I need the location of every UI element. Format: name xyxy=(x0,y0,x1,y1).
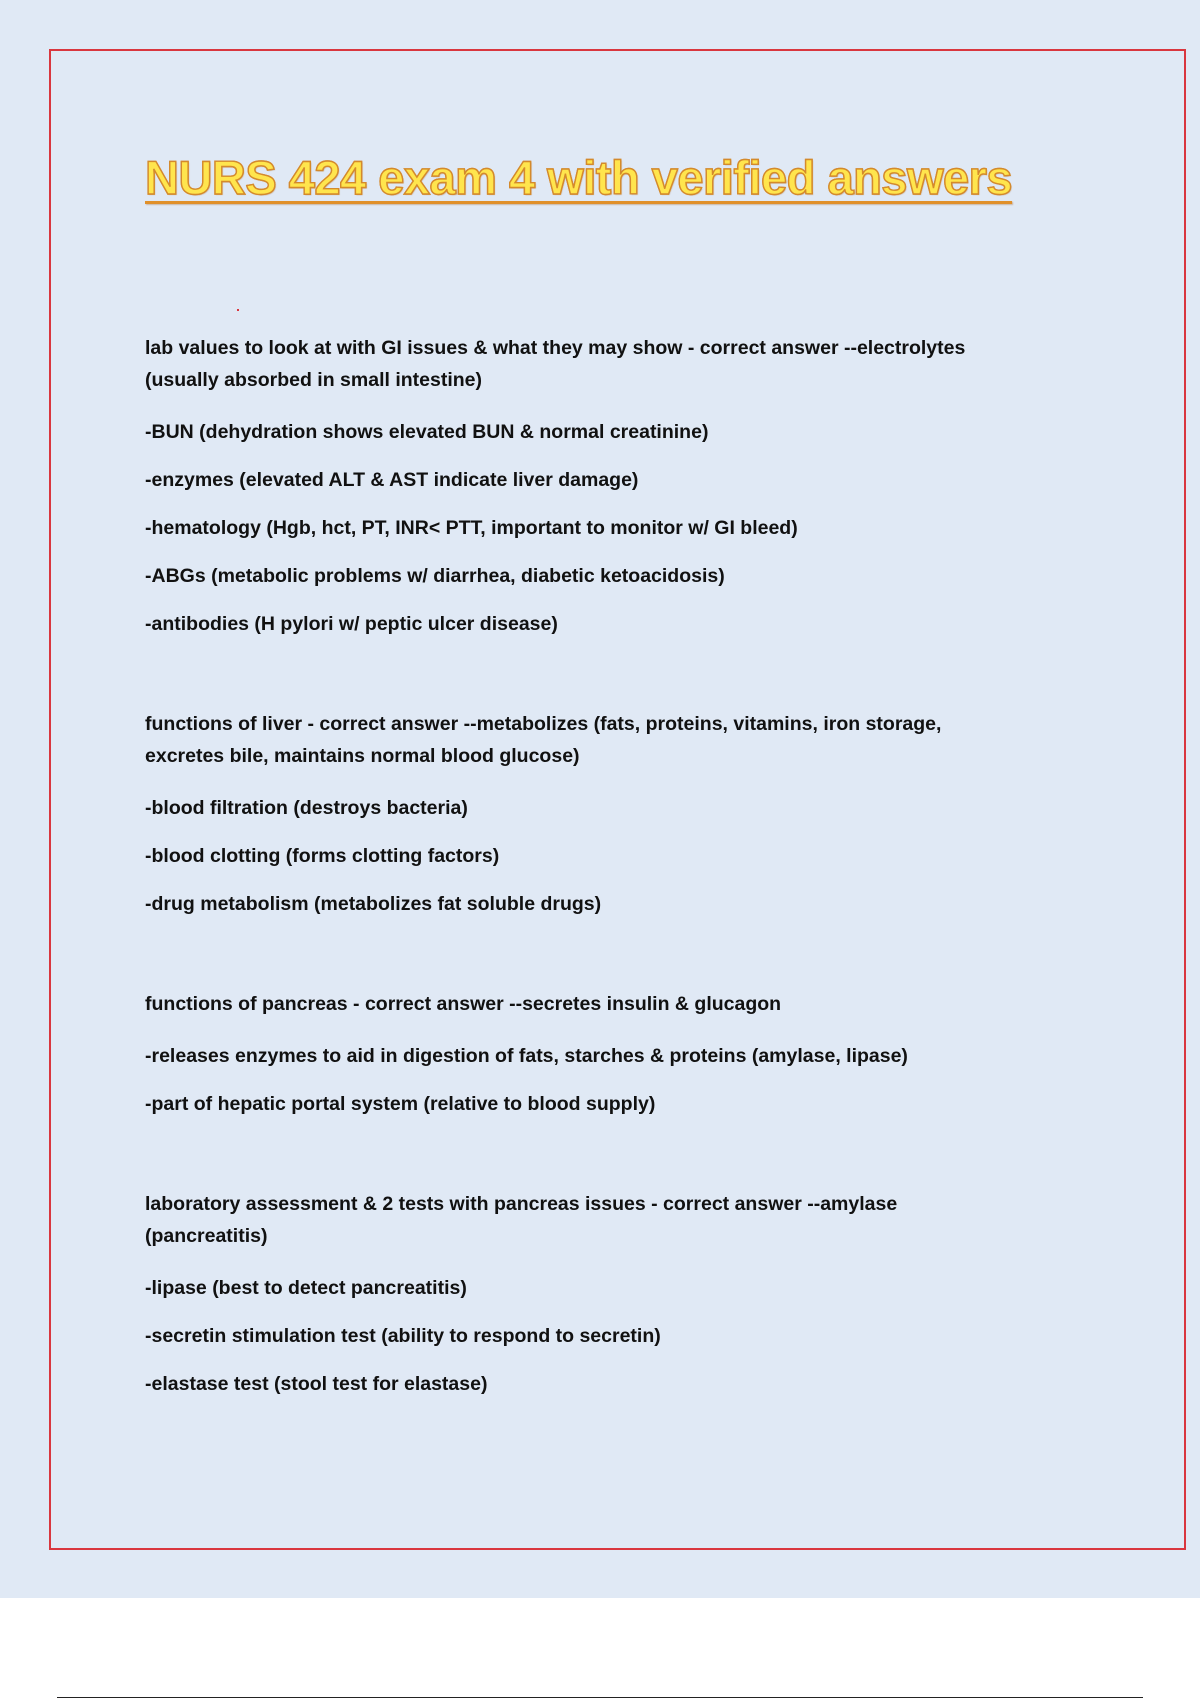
answer-item: -blood clotting (forms clotting factors) xyxy=(145,845,500,867)
answer-item: -blood filtration (destroys bacteria) xyxy=(145,797,468,819)
document-title: NURS 424 exam 4 with verified answers xyxy=(145,151,1013,204)
answer-item: -releases enzymes to aid in digestion of fats, starches & proteins (amylase, lipase) xyxy=(145,1045,908,1067)
qa-section xyxy=(145,708,1085,916)
answer-item: -BUN (dehydration shows elevated BUN & normal creatinine) xyxy=(145,421,709,443)
document-body xyxy=(145,332,1085,1396)
question-line: functions of liver - correct answer --metabolizes (fats, proteins, vitamins, iron storage, xyxy=(145,713,942,735)
question-line-continued: (usually absorbed in small intestine) xyxy=(145,369,482,391)
question-line: laboratory assessment & 2 tests with pancreas issues - correct answer --amylase xyxy=(145,1193,898,1215)
answer-item: -drug metabolism (metabolizes fat soluble drugs) xyxy=(145,893,602,915)
answer-item: -part of hepatic portal system (relative to blood supply) xyxy=(145,1093,656,1115)
qa-section xyxy=(145,332,1085,636)
footer-rule xyxy=(57,1697,1143,1698)
question-line-continued: (pancreatitis) xyxy=(145,1225,268,1247)
section-spacer xyxy=(145,636,1085,708)
qa-section xyxy=(145,988,1085,1116)
section-spacer xyxy=(145,1116,1085,1188)
question-line: lab values to look at with GI issues & what they may show - correct answer --electrolytes xyxy=(145,337,966,359)
question-line-continued: excretes bile, maintains normal blood glucose) xyxy=(145,745,580,767)
answer-item: -antibodies (H pylori w/ peptic ulcer disease) xyxy=(145,613,558,635)
qa-section xyxy=(145,1188,1085,1396)
answer-item: -elastase test (stool test for elastase) xyxy=(145,1373,488,1395)
answer-item: -lipase (best to detect pancreatitis) xyxy=(145,1277,467,1299)
stray-mark xyxy=(237,309,239,311)
question-line: functions of pancreas - correct answer --secretes insulin & glucagon xyxy=(145,993,782,1015)
answer-item: -ABGs (metabolic problems w/ diarrhea, diabetic ketoacidosis) xyxy=(145,565,725,587)
answer-item: -enzymes (elevated ALT & AST indicate liver damage) xyxy=(145,469,639,491)
answer-item: -hematology (Hgb, hct, PT, INR< PTT, important to monitor w/ GI bleed) xyxy=(145,517,798,539)
section-spacer xyxy=(145,916,1085,988)
answer-item: -secretin stimulation test (ability to respond to secretin) xyxy=(145,1325,661,1347)
